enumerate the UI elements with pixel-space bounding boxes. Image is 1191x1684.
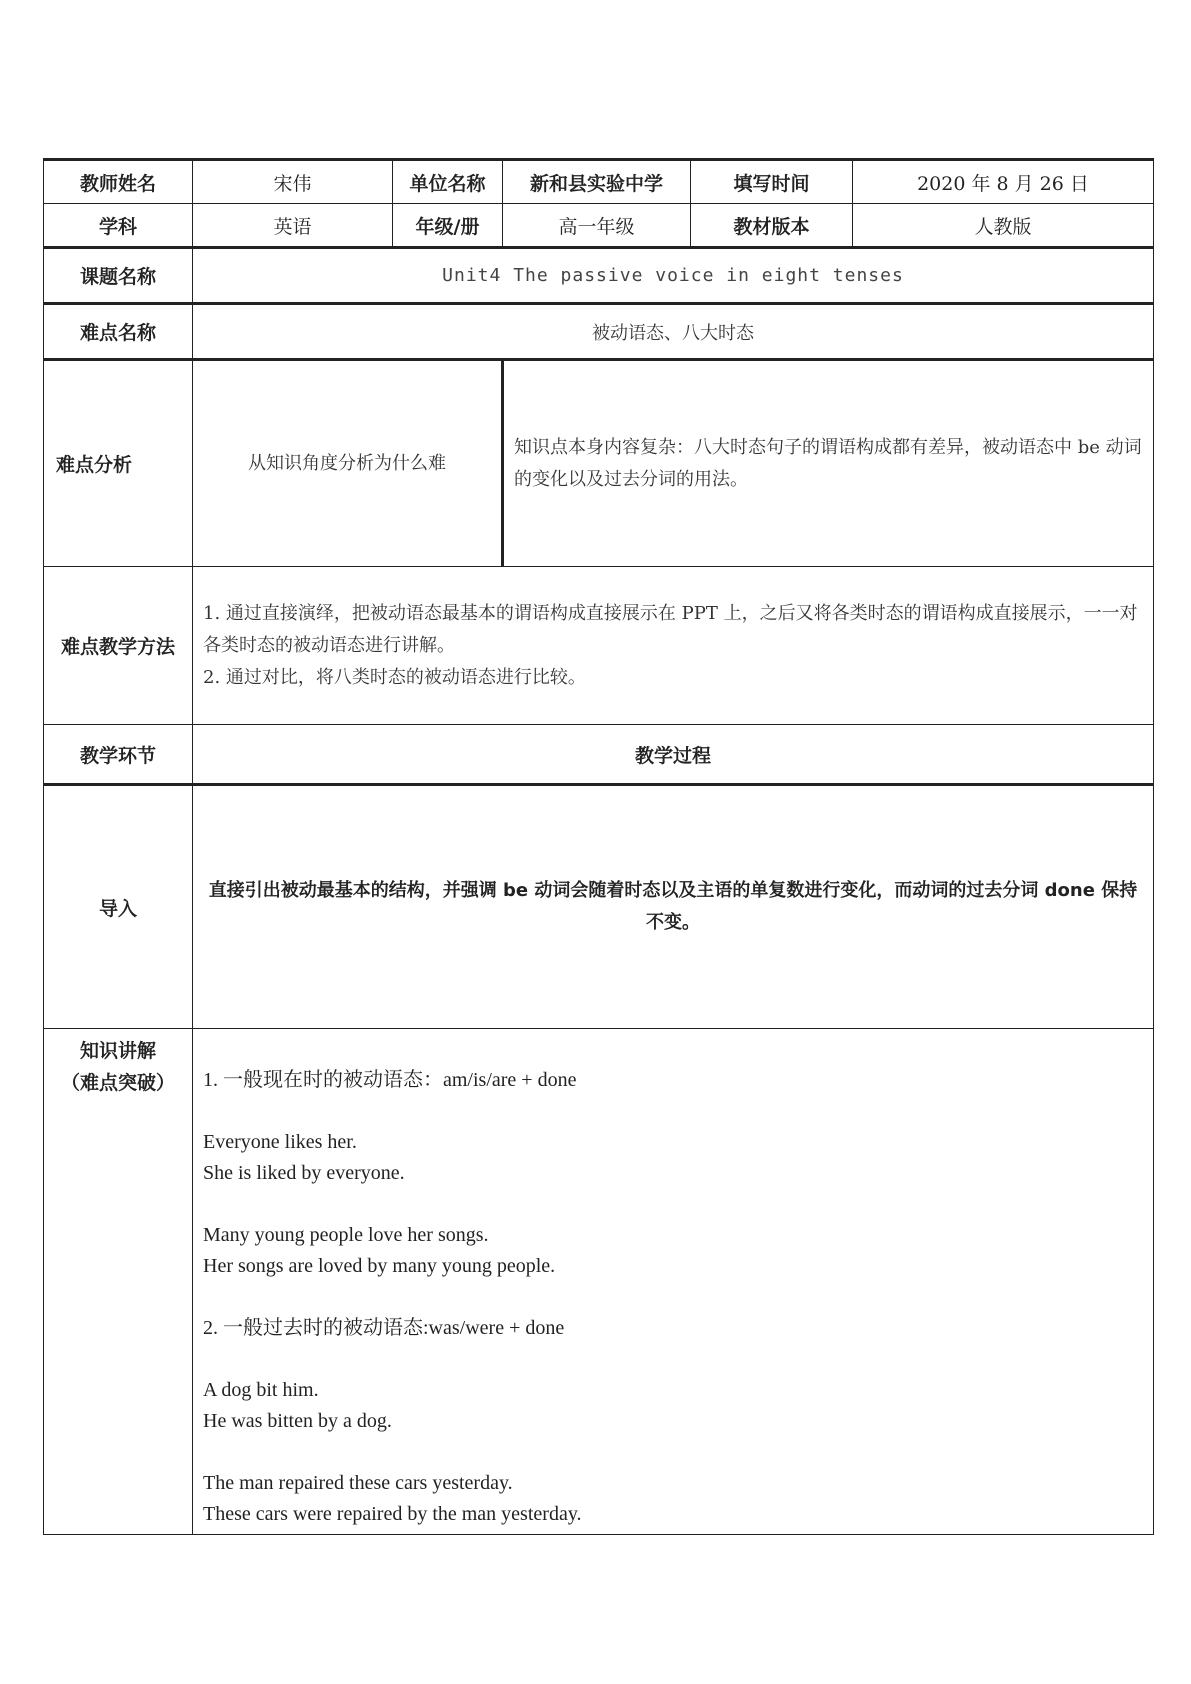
s1-example1-active: Everyone likes her.	[203, 1131, 357, 1153]
process-header: 教学过程	[193, 725, 1154, 785]
date-label: 填写时间	[691, 160, 853, 204]
grade-label: 年级/册	[393, 204, 503, 248]
intro-text: 直接引出被动最基本的结构，并强调 be 动词会随着时态以及主语的单复数进行变化，而动词的过去分词 done 保持不变。	[193, 785, 1154, 1029]
method-item-2: 2. 通过对比，将八类时态的被动语态进行比较。	[203, 666, 586, 688]
method-label: 难点教学方法	[44, 567, 193, 725]
difficulty-value: 被动语态、八大时态	[193, 304, 1154, 360]
s2-example1-active: A dog bit him.	[203, 1379, 319, 1401]
fill-date: 2020 年 8 月 26 日	[853, 160, 1154, 204]
topic-value: Unit4 The passive voice in eight tenses	[193, 248, 1154, 304]
edition-label: 教材版本	[691, 204, 853, 248]
method-row	[44, 567, 1154, 725]
knowledge-label-line2: （难点突破）	[60, 1072, 175, 1094]
teacher-label: 教师姓名	[44, 160, 193, 204]
unit-name: 新和县实验中学	[503, 160, 691, 204]
s1-example1-passive: She is liked by everyone.	[203, 1162, 405, 1184]
unit-label: 单位名称	[393, 160, 503, 204]
lesson-plan-sheet	[43, 158, 1153, 1535]
teacher-name: 宋伟	[193, 160, 393, 204]
knowledge-row	[44, 1029, 1154, 1535]
lesson-plan-table	[43, 158, 1154, 1535]
knowledge-label-line1: 知识讲解	[79, 1040, 156, 1062]
analysis-label: 难点分析	[44, 360, 193, 567]
header-row-1	[44, 160, 1154, 204]
knowledge-content	[193, 1029, 1154, 1535]
intro-label: 导入	[44, 785, 193, 1029]
difficulty-label: 难点名称	[44, 304, 193, 360]
s2-example1-passive: He was bitten by a dog.	[203, 1410, 392, 1432]
topic-row	[44, 248, 1154, 304]
analysis-sublabel: 从知识角度分析为什么难	[193, 360, 503, 567]
analysis-row	[44, 360, 1154, 567]
grade-value: 高一年级	[503, 204, 691, 248]
s1-example2-passive: Her songs are loved by many young people.	[203, 1255, 556, 1277]
edition-value: 人教版	[853, 204, 1154, 248]
difficulty-row	[44, 304, 1154, 360]
knowledge-label	[44, 1029, 193, 1535]
header-row-2	[44, 204, 1154, 248]
section1-title: 1. 一般现在时的被动语态：am/is/are + done	[203, 1069, 577, 1091]
method-list	[193, 567, 1154, 725]
process-header-row	[44, 725, 1154, 785]
method-item-1: 1. 通过直接演绎，把被动语态最基本的谓语构成直接展示在 PPT 上，之后又将各类时态的谓语构成直接展示，一一对各类时态的被动语态进行讲解。	[203, 602, 1138, 656]
section2-title: 2. 一般过去时的被动语态:was/were + done	[203, 1317, 565, 1339]
topic-label: 课题名称	[44, 248, 193, 304]
analysis-text: 知识点本身内容复杂：八大时态句子的谓语构成都有差异，被动语态中 be 动词的变化以及过去分词的用法。	[503, 360, 1154, 567]
s2-example2-passive: These cars were repaired by the man yesterday.	[203, 1503, 582, 1525]
subject-value: 英语	[193, 204, 393, 248]
s1-example2-active: Many young people love her songs.	[203, 1224, 489, 1246]
intro-row	[44, 785, 1154, 1029]
subject-label: 学科	[44, 204, 193, 248]
s2-example2-active: The man repaired these cars yesterday.	[203, 1472, 513, 1494]
process-label: 教学环节	[44, 725, 193, 785]
